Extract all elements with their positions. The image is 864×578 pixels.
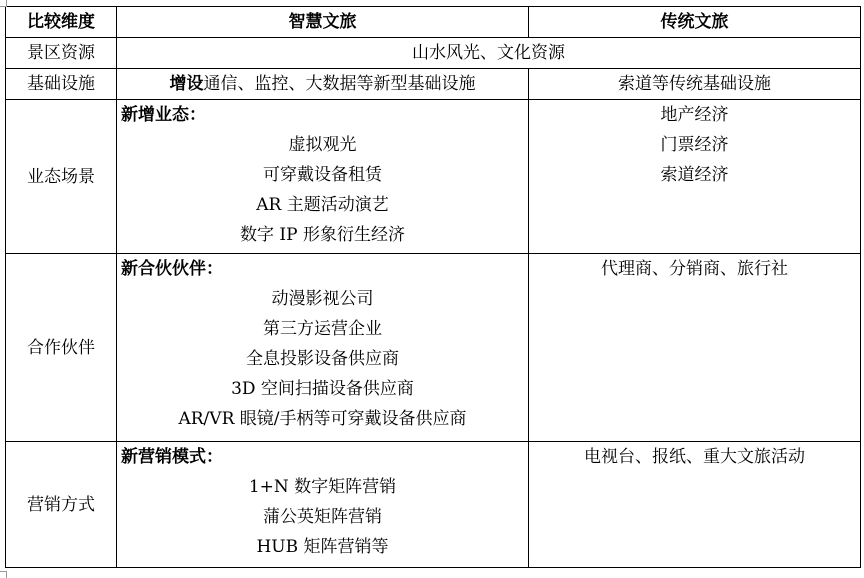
partners-smart-item: 动漫影视公司 bbox=[271, 289, 374, 309]
partners-smart-head: 新合伙伙伴： bbox=[121, 259, 223, 279]
partners-traditional-text: 代理商、分销商、旅行社 bbox=[601, 259, 788, 279]
business-smart-item: AR 主题活动演艺 bbox=[256, 195, 389, 215]
partners-smart-item: AR/VR 眼镜/手柄等可穿戴设备供应商 bbox=[178, 409, 467, 429]
partners-smart bbox=[117, 254, 529, 442]
infra-traditional: 索道等传统基础设施 bbox=[529, 69, 861, 100]
partners-traditional bbox=[529, 254, 861, 442]
marketing-smart-item: 蒲公英矩阵营销 bbox=[263, 507, 382, 527]
business-traditional-item: 门票经济 bbox=[660, 135, 729, 155]
marketing-traditional bbox=[529, 442, 861, 568]
business-traditional-item: 索道经济 bbox=[660, 165, 729, 185]
header-dimension: 比较维度 bbox=[6, 7, 117, 38]
business-smart-item: 虚拟观光 bbox=[288, 135, 357, 155]
row-marketing bbox=[6, 442, 861, 568]
comparison-table bbox=[5, 6, 861, 568]
business-smart-head: 新增业态： bbox=[121, 105, 206, 125]
resources-merged: 山水风光、文化资源 bbox=[117, 38, 861, 69]
marketing-smart-item: 1+N 数字矩阵营销 bbox=[248, 477, 397, 497]
marketing-traditional-text: 电视台、报纸、重大文旅活动 bbox=[584, 447, 805, 467]
header-traditional-tourism: 传统文旅 bbox=[529, 7, 861, 38]
business-traditional-item: 地产经济 bbox=[660, 105, 729, 125]
partners-smart-item: 全息投影设备供应商 bbox=[246, 349, 399, 369]
business-smart-item: 数字 IP 形象衍生经济 bbox=[240, 225, 405, 245]
business-traditional bbox=[529, 100, 861, 254]
label-infra: 基础设施 bbox=[6, 69, 117, 100]
business-smart bbox=[117, 100, 529, 254]
row-resources bbox=[6, 38, 861, 69]
header-row bbox=[6, 7, 861, 38]
business-smart-item: 可穿戴设备租赁 bbox=[263, 165, 382, 185]
marketing-smart-head: 新营销模式： bbox=[121, 447, 223, 467]
marketing-smart bbox=[117, 442, 529, 568]
label-resources: 景区资源 bbox=[6, 38, 117, 69]
infra-smart-rest: 通信、监控、大数据等新型基础设施 bbox=[203, 74, 476, 94]
label-business: 业态场景 bbox=[6, 100, 117, 254]
row-business bbox=[6, 100, 861, 254]
marketing-smart-item: HUB 矩阵营销等 bbox=[256, 537, 389, 557]
row-partners bbox=[6, 254, 861, 442]
corner-mark-bottom-left bbox=[0, 571, 7, 578]
partners-smart-item: 3D 空间扫描设备供应商 bbox=[231, 379, 414, 399]
infra-smart bbox=[117, 69, 529, 100]
label-partners: 合作伙伴 bbox=[6, 254, 117, 442]
partners-smart-item: 第三方运营企业 bbox=[263, 319, 382, 339]
row-infra bbox=[6, 69, 861, 100]
header-smart-tourism: 智慧文旅 bbox=[117, 7, 529, 38]
corner-mark-top-left bbox=[0, 0, 7, 7]
infra-smart-bold: 增设 bbox=[169, 74, 204, 94]
label-marketing: 营销方式 bbox=[6, 442, 117, 568]
